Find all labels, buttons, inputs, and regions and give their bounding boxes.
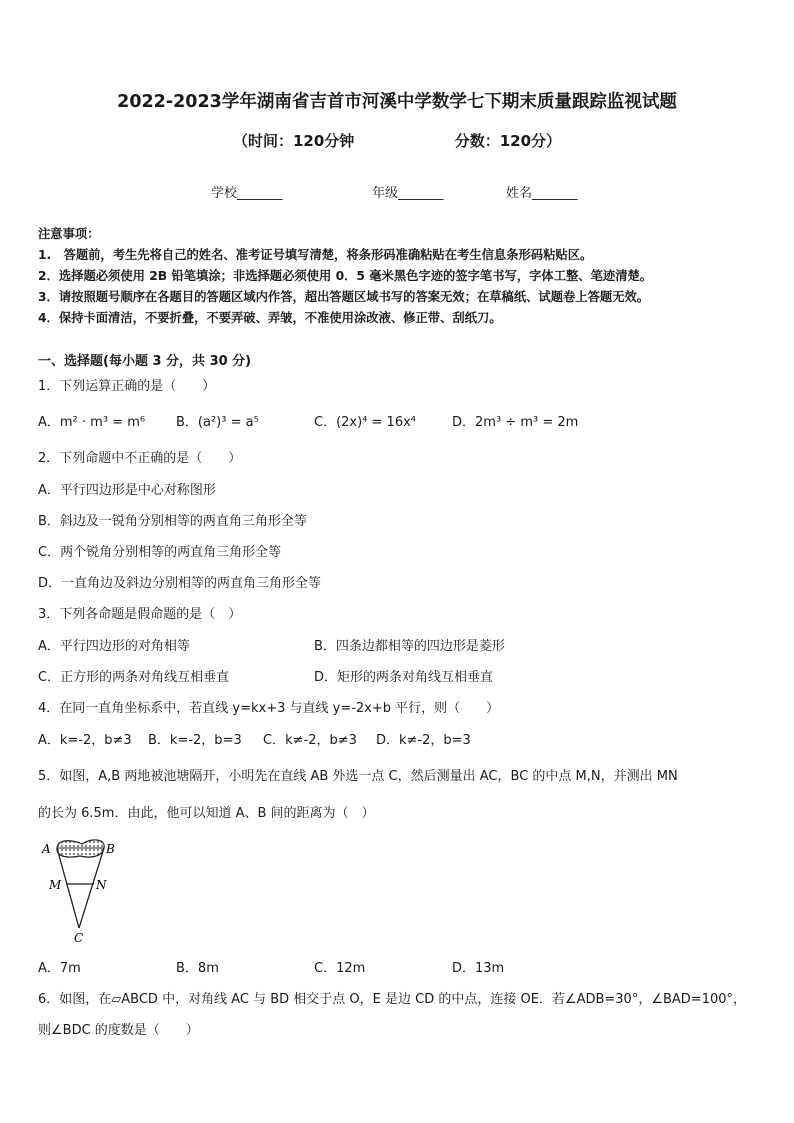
question-6-stem-line1: 6．如图，在▱ABCD 中，对角线 AC 与 BD 相交于点 O，E 是边 CD 的中点，连接 OE．若∠ADB=30°，∠BAD=100°，	[38, 992, 747, 1007]
q5-option-b: B．8m	[176, 961, 219, 976]
exam-title: 2022-2023学年湖南省吉首市河溪中学数学七下期末质量跟踪监视试题	[117, 92, 677, 112]
name-blank: _______	[532, 186, 578, 201]
q1-option-d: D．2m³ ÷ m³ = 2m	[452, 415, 579, 430]
total-score: 分数：120分）	[454, 132, 562, 150]
question-4-stem: 4．在同一直角坐标系中，若直线 y=kx+3 与直线 y=-2x+b 平行，则（ ）	[38, 701, 500, 716]
notice-item: 1. 答题前，考生先将自己的姓名、准考证号填写清楚，将条形码准确粘贴在考生信息条形码粘贴区。	[38, 248, 593, 262]
notice-heading: 注意事项：	[38, 227, 100, 241]
notice-item: 4．保持卡面清洁，不要折叠，不要弄破、弄皱，不准使用涂改液、修正带、刮纸刀。	[38, 311, 502, 325]
label-a: A	[42, 842, 51, 856]
exam-subtitle	[0, 130, 794, 151]
school-blank: _______	[237, 186, 283, 201]
label-n: N	[96, 878, 107, 892]
q1-option-b: B．(a²)³ = a⁵	[176, 415, 259, 430]
label-m: M	[49, 878, 62, 892]
notice-item: 3．请按照题号顺序在各题目的答题区域内作答，超出答题区域书写的答案无效；在草稿纸、试题卷上答题无效。	[38, 290, 650, 304]
q2-option-b: B．斜边及一锐角分别相等的两直角三角形全等	[38, 514, 307, 529]
grade-label: 年级	[372, 186, 399, 201]
q3-option-b: B．四条边都相等的四边形是菱形	[314, 639, 505, 654]
grade-field	[372, 182, 444, 201]
q3-option-c: C．正方形的两条对角线互相垂直	[38, 670, 230, 685]
q3-option-a: A．平行四边形的对角相等	[38, 639, 190, 654]
q4-option-c: C．k≠-2，b≠3	[263, 733, 357, 748]
q4-option-a: A．k=-2，b≠3	[38, 733, 132, 748]
q3-option-d: D．矩形的两条对角线互相垂直	[314, 670, 494, 685]
q4-option-b: B．k=-2，b=3	[148, 733, 242, 748]
notice-item: 2．选择题必须使用 2B 铅笔填涂；非选择题必须使用 0．5 毫米黑色字迹的签字笔书写，字体工整、笔迹清楚。	[38, 269, 653, 283]
q2-option-c: C．两个锐角分别相等的两直角三角形全等	[38, 545, 282, 560]
q1-option-c: C．(2x)⁴ = 16x⁴	[314, 415, 417, 430]
label-c: C	[74, 931, 84, 944]
q5-option-a: A．7m	[38, 961, 81, 976]
q5-option-d: D．13m	[452, 961, 505, 976]
question-5-stem-line1: 5．如图，A,B 两地被池塘隔开，小明先在直线 AB 外选一点 C，然后测量出 AC，BC 的中点 M,N，并测出 MN	[38, 769, 678, 784]
question-5-stem-line2: 的长为 6.5m．由此，他可以知道 A、B 间的距离为（ ）	[38, 806, 375, 821]
name-label: 姓名	[506, 186, 533, 201]
q2-option-d: D．一直角边及斜边分别相等的两直角三角形全等	[38, 576, 322, 591]
q1-option-a: A．m² · m³ = m⁶	[38, 415, 146, 430]
question-6-stem-line2: 则∠BDC 的度数是（ ）	[38, 1023, 199, 1038]
question-1-stem: 1．下列运算正确的是（ ）	[38, 379, 216, 394]
q4-option-d: D．k≠-2，b=3	[376, 733, 471, 748]
pond-triangle-figure	[36, 832, 126, 944]
q5-option-c: C．12m	[314, 961, 366, 976]
question-3-stem: 3．下列各命题是假命题的是（ ）	[38, 607, 242, 622]
question-2-stem: 2．下列命题中不正确的是（ ）	[38, 451, 242, 466]
grade-blank: _______	[398, 186, 444, 201]
school-field	[211, 182, 283, 201]
q2-option-a: A．平行四边形是中心对称图形	[38, 483, 216, 498]
label-b: B	[106, 842, 115, 856]
section-heading: 一、选择题(每小题 3 分，共 30 分)	[38, 354, 252, 369]
time-limit: （时间：120分钟	[232, 132, 355, 150]
school-label: 学校	[211, 186, 238, 201]
name-field	[506, 182, 578, 201]
